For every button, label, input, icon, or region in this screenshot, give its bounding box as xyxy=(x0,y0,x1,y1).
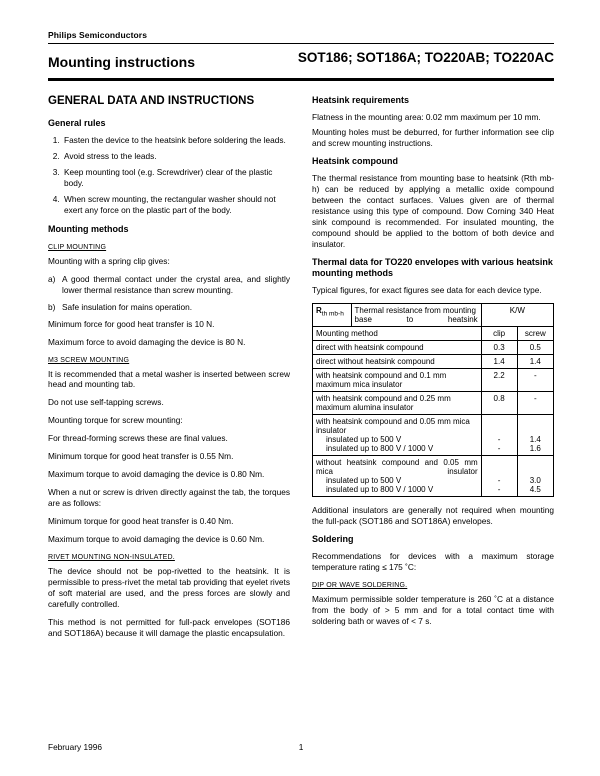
rivet-paragraph-2: This method is not permitted for full-pack envelopes (SOT186 and SOT186A) because it will damage the plastic encapsulation. xyxy=(48,616,290,638)
resistance-symbol: R xyxy=(316,306,322,316)
dip-wave-paragraph: Maximum permissible solder temperature is 260 ˚C at a distance from the body of > 5 mm and for a total contact time with soldering bath or waves of < 7 s. xyxy=(312,594,554,627)
clip-max-force: Maximum force to avoid damaging the device is 80 N. xyxy=(48,336,246,347)
table-cell-screw: 0.5 xyxy=(517,341,553,355)
thermal-intro-paragraph: Typical figures, for exact figures see data for each device type. xyxy=(312,285,542,296)
resistance-subscript: th mb-h xyxy=(321,310,344,318)
header-rule-top xyxy=(48,43,554,44)
heatsink-req-paragraph-1: Flatness in the mounting area: 0.02 mm maximum per 10 mm. xyxy=(312,112,541,123)
footer-date: February 1996 xyxy=(48,742,102,752)
list-item: 3. Keep mounting tool (e.g. Screwdriver) clear of the plastic body. xyxy=(62,167,290,189)
section-title-general-data: GENERAL DATA AND INSTRUCTIONS xyxy=(48,95,255,107)
table-cell-clip: 2.2 xyxy=(481,369,517,392)
list-item xyxy=(48,274,290,296)
soldering-paragraph: Recommendations for devices with a maximum storage temperature rating ≤ 175 ˚C: xyxy=(312,551,554,573)
table-row xyxy=(313,369,554,392)
thermal-data-table xyxy=(312,303,554,497)
table-cell-clip: 0.8 xyxy=(481,392,517,415)
heading-clip-mounting: CLIP MOUNTING xyxy=(48,243,107,251)
table-cell-screw xyxy=(517,415,553,456)
footer-page-number: 1 xyxy=(298,742,304,752)
table-cell-subline: insulated up to 800 V / 1000 V xyxy=(326,485,434,495)
table-cell-screw-value: 1.6 xyxy=(529,444,541,454)
heading-dip-wave-soldering: DIP OR WAVE SOLDERING. xyxy=(312,582,408,590)
screw-paragraph-9: Maximum torque to avoid damaging the device is 0.60 Nm. xyxy=(48,533,265,544)
screw-paragraph-3: Mounting torque for screw mounting: xyxy=(48,415,183,426)
screw-paragraph-1: It is recommended that a metal washer is inserted between screw head and mounting tab. xyxy=(48,368,290,390)
header-rule-bottom xyxy=(48,78,554,81)
heading-thermal-data: Thermal data for TO220 envelopes with various heatsink mounting methods xyxy=(312,256,553,279)
table-row xyxy=(313,355,554,369)
table-cell-method-title: without heatsink compound and 0.05 mm mica insulator xyxy=(316,458,478,477)
heading-rivet-mounting: RIVET MOUNTING NON-INSULATED. xyxy=(48,553,175,561)
heading-heatsink-compound: Heatsink compound xyxy=(312,156,399,167)
screw-paragraph-8: Minimum torque for good heat transfer is 0.40 Nm. xyxy=(48,515,234,526)
table-row xyxy=(313,415,554,456)
clip-benefits-list xyxy=(48,274,290,313)
additional-insulators-paragraph: Additional insulators are generally not required when mounting the full-pack (SOT186 and SOT186A) envelopes. xyxy=(312,505,554,527)
table-cell-clip-value: - xyxy=(497,476,501,486)
table-corner-cell xyxy=(313,304,352,327)
general-rules-list xyxy=(48,135,290,216)
heatsink-compound-paragraph: The thermal resistance from mounting base to heatsink (Rth mb-h) can be reduced by applying a metallic oxide compound between the contact surfaces. Values given are of thermal resistance using this type of compound. Dow Corning 340 Heat sink compound is recommended. For insulated mounting, the compound should be applied to the bottom of both device and insulator. xyxy=(312,173,554,249)
left-column xyxy=(48,95,290,645)
clip-min-force: Minimum force for good heat transfer is 10 N. xyxy=(48,318,215,329)
table-cell-screw: 1.4 xyxy=(517,355,553,369)
table-cell-method: with heatsink compound and 0.1 mm maximum mica insulator xyxy=(313,369,482,392)
list-item: 1. Fasten the device to the heatsink before soldering the leads. xyxy=(62,135,290,146)
header-company: Philips Semiconductors xyxy=(48,30,148,40)
heading-soldering: Soldering xyxy=(312,534,354,545)
table-cell-screw-value: 1.4 xyxy=(529,435,541,445)
table-cell-clip: 0.3 xyxy=(481,341,517,355)
rivet-paragraph-1: The device should not be pop-rivetted to the heatsink. It is permissible to press-rivet the metal tab providing that eyelet rivets of soft material are used, and the press forces are slowly and carefully controlled. xyxy=(48,565,290,609)
document-part-numbers: SOT186; SOT186A; TO220AB; TO220AC xyxy=(297,50,554,65)
document-title: Mounting instructions xyxy=(48,54,195,70)
table-method-header: Mounting method xyxy=(313,327,482,341)
table-row xyxy=(313,341,554,355)
list-item: 4. When screw mounting, the rectangular washer should not exert any force on the plastic part of the body. xyxy=(62,194,290,216)
two-column-body xyxy=(48,95,554,645)
list-item xyxy=(48,302,290,313)
screw-paragraph-5: Minimum torque for good heat transfer is 0.55 Nm. xyxy=(48,451,234,462)
screw-paragraph-4: For thread-forming screws these are final values. xyxy=(48,433,228,444)
table-cell-screw-value: 3.0 xyxy=(529,476,541,486)
heatsink-req-paragraph-2: Mounting holes must be deburred, for further information see clip and screw mounting instructions. xyxy=(312,127,554,149)
list-marker: b) xyxy=(48,301,56,312)
table-subheader-screw: screw xyxy=(517,327,553,341)
table-cell-clip-value: - xyxy=(497,435,501,445)
table-cell-clip xyxy=(481,456,517,497)
list-item-text: A good thermal contact under the crystal area, and slightly lower thermal resistance than screw mounting. xyxy=(62,273,290,295)
heading-heatsink-requirements: Heatsink requirements xyxy=(312,95,410,105)
table-header-row xyxy=(313,304,554,327)
page-content xyxy=(48,30,554,645)
table-col1-header: Thermal resistance from mounting base to heatsink xyxy=(351,304,481,327)
table-cell-method: direct without heatsink compound xyxy=(313,355,482,369)
table-cell-clip: 1.4 xyxy=(481,355,517,369)
table-cell-clip xyxy=(481,415,517,456)
table-cell-clip-value: - xyxy=(497,485,501,495)
table-cell-clip-value: - xyxy=(497,444,501,454)
right-column xyxy=(312,95,554,645)
table-cell-method-title: with heatsink compound and 0.05 mm mica insulator xyxy=(316,417,470,436)
table-cell-screw: - xyxy=(517,369,553,392)
table-cell-screw xyxy=(517,456,553,497)
heading-m3-screw-mounting: M3 SCREW MOUNTING xyxy=(48,356,130,364)
table-cell-method: with heatsink compound and 0.25 mm maximum alumina insulator xyxy=(313,392,482,415)
list-item-text: Safe insulation for mains operation. xyxy=(62,301,193,312)
heading-mounting-methods: Mounting methods xyxy=(48,223,129,234)
header-title-row xyxy=(48,50,554,70)
table-cell-screw: - xyxy=(517,392,553,415)
clip-intro-text: Mounting with a spring clip gives: xyxy=(48,255,170,266)
table-subheader-row xyxy=(313,327,554,341)
table-cell-screw-value: 4.5 xyxy=(529,485,541,495)
list-item: 2. Avoid stress to the leads. xyxy=(62,151,290,162)
screw-paragraph-2: Do not use self-tapping screws. xyxy=(48,397,164,408)
table-cell-subline: insulated up to 500 V xyxy=(326,435,402,445)
table-cell-subline: insulated up to 800 V / 1000 V xyxy=(326,444,434,454)
heading-general-rules: General rules xyxy=(48,117,106,128)
table-subheader-clip: clip xyxy=(481,327,517,341)
screw-paragraph-6: Maximum torque to avoid damaging the device is 0.80 Nm. xyxy=(48,469,265,480)
table-col2-header: K/W xyxy=(481,304,553,327)
list-marker: a) xyxy=(48,273,56,284)
screw-paragraph-7: When a nut or screw is driven directly against the tab, the torques are as follows: xyxy=(48,487,290,509)
table-cell-method xyxy=(313,415,482,456)
table-row xyxy=(313,456,554,497)
page-footer xyxy=(48,742,554,752)
table-cell-method xyxy=(313,456,482,497)
table-cell-method: direct with heatsink compound xyxy=(313,341,482,355)
table-cell-subline: insulated up to 500 V xyxy=(326,476,402,486)
table-row xyxy=(313,392,554,415)
